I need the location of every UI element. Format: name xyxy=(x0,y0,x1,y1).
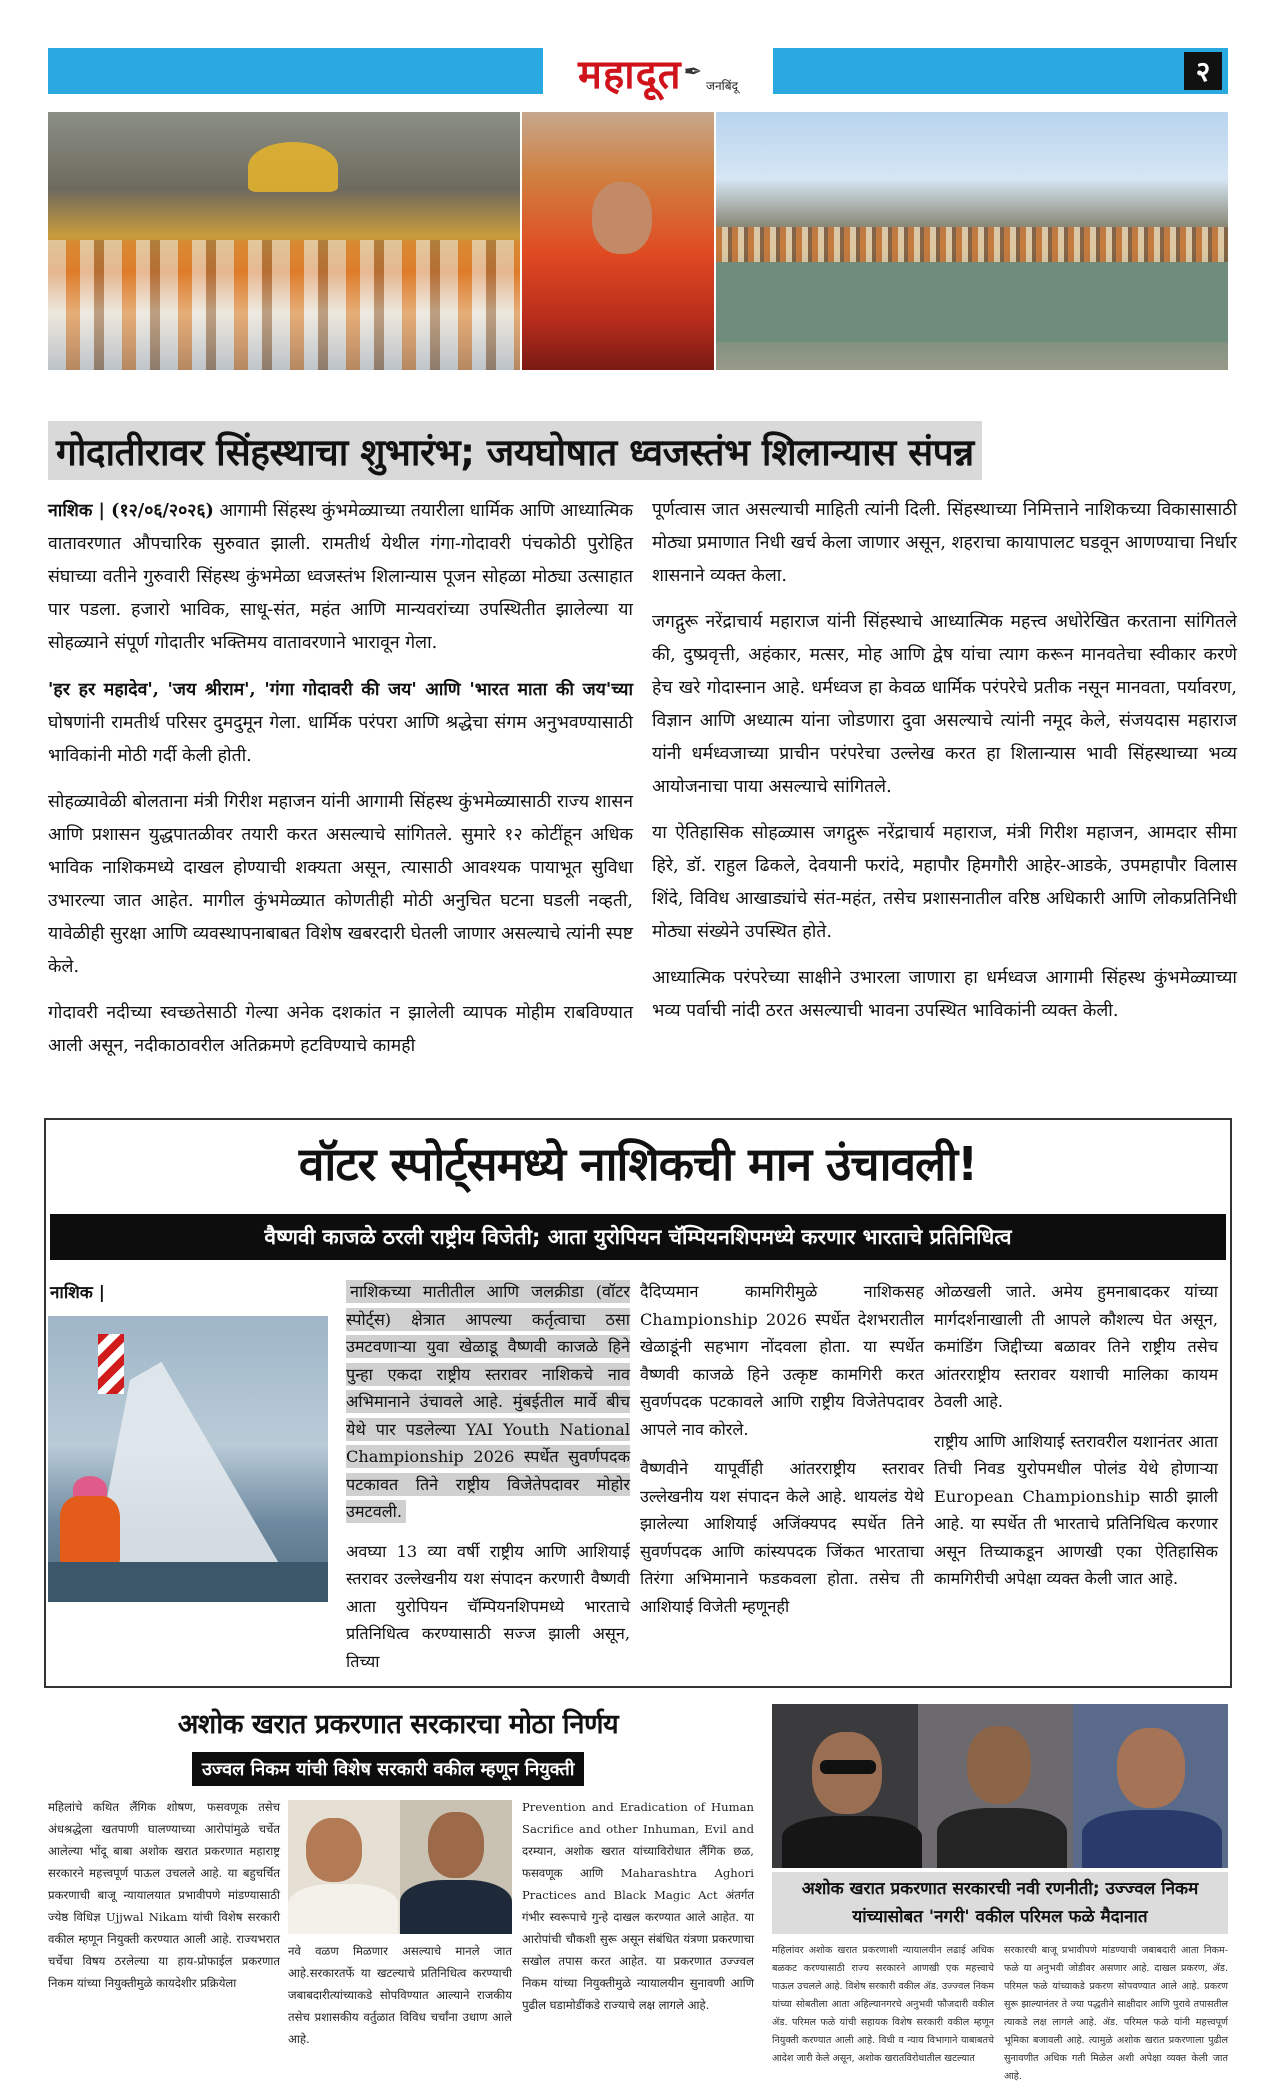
lead-paragraph: पूर्णत्वास जात असल्याची माहिती त्यांनी दिली. सिंहस्थाच्या निमित्ताने नाशिकच्या विकासासाठी मोठ्या प्रमाणात निधी खर्च केला जाणार असून, शहराचा कायापालट घडवून आणण्याचा निर्धार शासनाने व्यक्त केला. xyxy=(652,500,1237,586)
kharat-column-1: महिलांचे कथित लैंगिक शोषण, फसवणूक तसेच अंधश्रद्धेला खतपाणी घालण्याच्या आरोपांमुळे चर्चेत आलेल्या भोंदू बाबा अशोक खरात प्रकरणात महाराष्ट्र सरकारने महत्त्वपूर्ण पाऊल उचलले आहे. या बहुचर्चित प्रकरणाची बाजू न्यायालयात प्रभावीपणे मांडण्यासाठी ज्येष्ठ विधिज्ञ Ujjwal Nikam यांची विशेष सरकारी वकील म्हणून नियुक्ती करण्यात आली आहे. राज्यभरात चर्चेचा विषय ठरलेल्या या हाय-प्रोफाईल प्रकरणात निकम यांच्या नियुक्तीमुळे कायदेशीर प्रक्रियेला xyxy=(48,1800,280,1990)
masthead xyxy=(48,48,1228,98)
lead-paragraph: आध्यात्मिक परंपरेच्या साक्षीने उभारला जाणारा हा धर्मध्वज आगामी सिंहस्थ कुंभमेळ्याच्या भव्य पर्वाची नांदी ठरत असल्याची भावना उपस्थित भाविकांनी व्यक्त केली. xyxy=(652,968,1237,1021)
side-story-caption: अशोक खरात प्रकरणात सरकारची नवी रणनीती; उज्ज्वल निकम यांच्यासोबत 'नगरी' वकील परिमल फळे मैदानात xyxy=(772,1872,1228,1934)
masthead-logo xyxy=(543,44,773,100)
sports-paragraph xyxy=(346,1278,630,1526)
lawyers-photo xyxy=(772,1704,1228,1868)
ceremony-crowd-photo xyxy=(48,112,520,370)
kharat-column-2: नवे वळण मिळणार असल्याचे मानले जात आहे.सरकारतर्फे या खटल्याचे प्रतिनिधित्व करण्याची जबाबदारीत्यांच्याकडे सोपविण्यात आल्याने राजकीय तसेच प्रशासकीय वर्तुळात विविध चर्चांना उधाण आले आहे. xyxy=(288,1944,512,2046)
saint-portrait-photo xyxy=(522,112,714,370)
side-story-column-1: महिलांवर अशोक खरात प्रकरणाशी न्यायालयीन लढाई अधिक बळकट करण्यासाठी राज्य सरकारने आणखी एक महत्त्वाचे पाऊल उचलले आहे. विशेष सरकारी वकील ॲड. उज्ज्वल निकम यांच्या सोबतीला आता अहिल्यानगरचे अनुभवी फौजदारी वकील ॲड. परिमल फळे यांची सहायक विशेष सरकारी वकील म्हणून नियुक्ती करण्यात आली आहे. विधी व न्याय विभागाने याबाबतचे आदेश जारी केले असून, अशोक खरातविरोधातील खटल्यात xyxy=(772,1945,994,2064)
lead-photo-strip xyxy=(48,112,1228,370)
sports-paragraph: ओळखली जाते. अमेय हुमनाबादकर यांच्या मार्गदर्शनाखाली ती आपले कौशल्य घेत असून, कमांडिंग जिद्दीच्या बळावर तिने राष्ट्रीय तसेच आंतरराष्ट्रीय स्तरावर यशाची मालिका कायम ठेवली आहे. xyxy=(934,1282,1218,1411)
lead-paragraph: 'हर हर महादेव', 'जय श्रीराम', 'गंगा गोदावरी की जय' आणि 'भारत माता की जय'च्या घोषणांनी रामतीर्थ परिसर दुमदुमून गेला. धार्मिक परंपरा आणि श्रद्धेचा संगम अनुभवण्यासाठी भाविकांनी मोठी गर्दी केली होती. xyxy=(48,679,633,766)
windsurfing-photo xyxy=(48,1316,328,1602)
kharat-headline: अशोक खरात प्रकरणात सरकारचा मोठा निर्णय xyxy=(177,1709,619,1740)
sports-subheadline: वैष्णवी काजळे ठरली राष्ट्रीय विजेती; आता युरोपियन चॅम्पियनशिपमध्ये करणार भारताचे प्रतिनिधित्व xyxy=(50,1214,1226,1260)
logo-tagline: जनबिंदू xyxy=(706,78,738,93)
kharat-subheadline: उज्वल निकम यांची विशेष सरकारी वकील म्हणून नियुक्ती xyxy=(192,1752,584,1786)
lead-column-1 xyxy=(48,494,633,1076)
sports-story-box xyxy=(44,1118,1232,1688)
sports-paragraph: अवघ्या 13 व्या वर्षी राष्ट्रीय आणि आशियाई स्तरावर उल्लेखनीय यश संपादन करणारी वैष्णवी आता युरोपियन चॅम्पियनशिपमध्ये भारताचे प्रतिनिधित्व करण्यासाठी सज्ज झाली असून, तिच्या xyxy=(346,1541,630,1671)
lead-headline xyxy=(48,420,1228,480)
sports-dateline: नाशिक | xyxy=(50,1283,105,1303)
lead-paragraph: गोदावरी नदीच्या स्वच्छतेसाठी गेल्या अनेक दशकांत न झालेली व्यापक मोहीम राबविण्यात आली असून, नदीकाठावरील अतिक्रमणे हटविण्याचे कामही xyxy=(48,1003,633,1056)
lead-headline-text: गोदातीरावर सिंहस्थाचा शुभारंभ; जयघोषात ध्वजस्तंभ शिलान्यास संपन्न xyxy=(48,421,982,480)
page-number: २ xyxy=(1184,52,1222,90)
nikam-portrait-photo xyxy=(288,1800,512,1934)
lead-dateline: नाशिक | (१२/०६/२०२६) xyxy=(48,500,214,521)
pen-icon: ✒ xyxy=(683,59,703,85)
sports-highlight: नाशिकच्या मातीतील आणि जलक्रीडा (वॉटर स्पोर्ट्स) क्षेत्रात आपल्या कर्तृत्वाचा ठसा उमटवणाऱ्या युवा खेळाडू वैष्णवी काजळे हिने पुन्हा एकदा राष्ट्रीय स्तरावर नाशिकचे नाव अभिमानाने उंचावले आहे. मुंबईतील मार्वे बीच येथे पार पडलेल्या YAI Youth National Championship 2026 स्पर्धेत सुवर्णपदक पटकावत तिने राष्ट्रीय विजेतेपदावर मोहोर उमटवली. xyxy=(346,1282,630,1521)
side-story-column-2: सरकारची बाजू प्रभावीपणे मांडण्याची जबाबदारी आता निकम-फळे या अनुभवी जोडीवर असणार आहे. दाखल प्रकरण, ॲड. परिमल फळे यांच्याकडे प्रकरण सोपवण्यात आले आहे. प्रकरण सुरू झाल्यानंतर ते ज्या पद्धतीने साक्षीदार आणि पुरावे तपासतील त्याकडे लक्ष लागले आहे. ॲड. परिमल फळे यांनी महत्त्वपूर्ण भूमिका बजावली आहे. त्यामुळे अशोक खरात प्रकरणाला पुढील सुनावणीत अधिक गती मिळेल अशी अपेक्षा व्यक्त केली जात आहे. xyxy=(1004,1945,1228,2082)
lead-column-2 xyxy=(652,494,1237,1041)
sports-paragraph: राष्ट्रीय आणि आशियाई स्तरावरील यशानंतर आता तिची निवड युरोपमधील पोलंड येथे होणाऱ्या European Championship साठी झाली आहे. या स्पर्धेत ती भारताचे प्रतिनिधित्व करणार असून तिच्याकडून आणखी एका ऐतिहासिक कामगिरीची अपेक्षा व्यक्त केली जात आहे. xyxy=(934,1431,1218,1588)
kharat-column-3: Prevention and Eradication of Human Sacrifice and other Inhuman, Evil and दरम्यान, अशोक खरात यांच्याविरोधात लैंगिक छळ, फसवणूक आणि Maharashtra Aghori Practices and Black Magic Act अंतर्गत गंभीर स्वरूपाचे गुन्हे दाखल करण्यात आले आहेत. या आरोपांची चौकशी सुरू असून संबंधित यंत्रणा प्रकरणाचा सखोल तपास करत आहेत. या प्रकरणात उज्ज्वल निकम यांच्या नियुक्तीमुळे न्यायालयीन सुनावणी आणि पुढील घडामोडींकडे राज्याचे लक्ष लागले आहे. xyxy=(522,1800,754,2012)
sports-column-2 xyxy=(640,1278,924,1632)
sports-paragraph: वैष्णवीने यापूर्वीही आंतरराष्ट्रीय स्तरावर उल्लेखनीय यश संपादन केले आहे. थायलंड येथे झालेल्या आशियाई अजिंक्यपद स्पर्धेत तिने सुवर्णपदक आणि कांस्यपदक जिंकत भारताचा तिरंगा अभिमानाने फडकवला होता. तसेच ती आशियाई विजेती म्हणूनही xyxy=(640,1459,924,1616)
lead-paragraph: नाशिक | (१२/०६/२०२६) आगामी सिंहस्थ कुंभमेळ्याच्या तयारीला धार्मिक आणि आध्यात्मिक वातावरणात औपचारिक सुरुवात झाली. रामतीर्थ येथील गंगा-गोदावरी पंचकोठी पुरोहित संघाच्या वतीने गुरुवारी सिंहस्थ कुंभमेळा ध्वजस्तंभ शिलान्यास पूजन सोहळा मोठ्या उत्साहात पार पडला. हजारो भाविक, साधू-संत, महंत आणि मान्यवरांच्या उपस्थितीत झालेल्या या सोहळ्याने संपूर्ण गोदातीर भक्तिमय वातावरणाने भारावून गेला. xyxy=(48,500,633,653)
lead-paragraph: या ऐतिहासिक सोहळ्यास जगद्गुरू नरेंद्राचार्य महाराज, मंत्री गिरीश महाजन, आमदार सीमा हिरे, डॉ. राहुल ढिकले, देवयानी फरांदे, महापौर हिमगौरी आहेर-आडके, उपमहापौर विलास शिंदे, विविध आखाड्यांचे संत-महंत, तसेच प्रशासनातील वरिष्ठ अधिकारी आणि लोकप्रतिनिधी मोठ्या संख्येने उपस्थित होते. xyxy=(652,823,1237,942)
ramkund-ghat-photo xyxy=(716,112,1228,370)
sports-paragraph: दैदिप्यमान कामगिरीमुळे नाशिकसह Championship 2026 स्पर्धेत देशभरातील खेळाडूंनी सहभाग नोंदवला होता. या स्पर्धेत वैष्णवी काजळे हिने उत्कृष्ट कामगिरी करत सुवर्णपदक पटकावले आणि राष्ट्रीय विजेतेपदावर आपले नाव कोरले. xyxy=(640,1282,924,1439)
sports-column-3 xyxy=(934,1278,1218,1605)
sports-column-1 xyxy=(346,1278,630,1687)
lead-paragraph: जगद्गुरू नरेंद्राचार्य महाराज यांनी सिंहस्थाचे आध्यात्मिक महत्त्व अधोरेखित करताना सांगितले की, दुष्प्रवृत्ती, अहंकार, मत्सर, मोह आणि द्वेष यांचा त्याग करून मानवतेचा स्वीकार करणे हेच खरे गोदास्नान आहे. धर्मध्वज हा केवळ धार्मिक परंपरेचे प्रतीक नसून मानवता, पर्यावरण, विज्ञान आणि अध्यात्म यांना जोडणारा दुवा असल्याचे त्यांनी नमूद केले, संजयदास महाराज यांनी धर्मध्वजाच्या प्राचीन परंपरेचा उल्लेख करत हा शिलान्यास भावी सिंहस्थाच्या भव्य आयोजनाचा पाया असल्याचे सांगितले. xyxy=(652,612,1237,797)
logo-text: महादूत xyxy=(578,50,682,98)
sports-headline: वॉटर स्पोर्ट्समध्ये नाशिकची मान उंचावली! xyxy=(298,1137,978,1191)
lead-paragraph: सोहळ्यावेळी बोलताना मंत्री गिरीश महाजन यांनी आगामी सिंहस्थ कुंभमेळ्यासाठी राज्य शासन आणि प्रशासन युद्धपातळीवर तयारी करत असल्याचे सांगितले. सुमारे १२ कोटींहून अधिक भाविक नाशिकमध्ये दाखल होण्याची शक्यता असून, त्यासाठी आवश्यक पायाभूत सुविधा उभारल्या जात आहेत. मागील कुंभमेळ्यात कोणतीही मोठी अनुचित घटना घडली नव्हती, यावेळीही सुरक्षा आणि व्यवस्थापनाबाबत विशेष खबरदारी घेतली जाणार असल्याचे त्यांनी स्पष्ट केले. xyxy=(48,792,633,977)
